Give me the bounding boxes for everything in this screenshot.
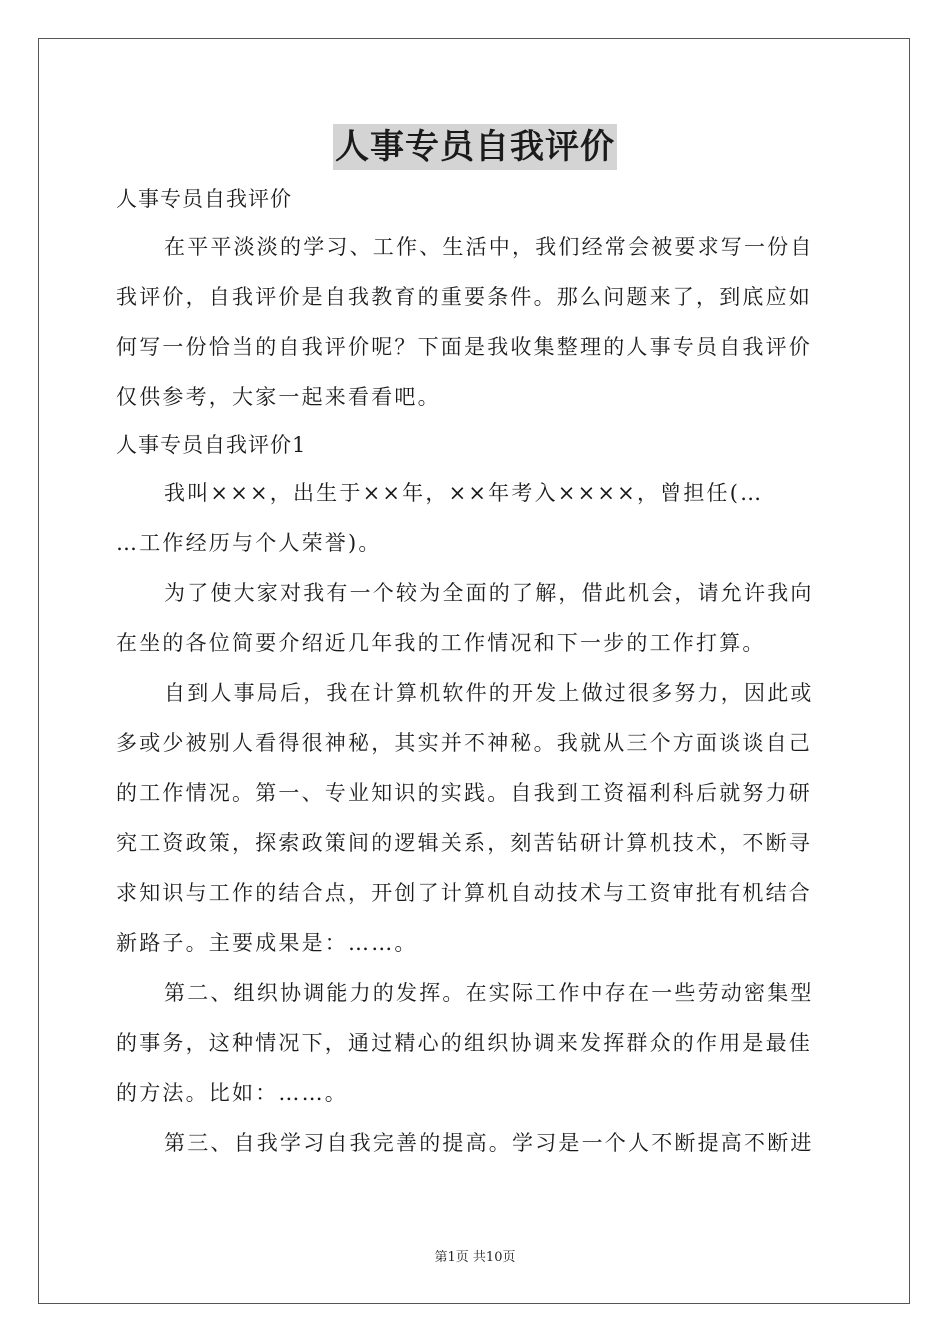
text-line: 我叫×××，出生于××年，××年考入××××，曾担任(… — [164, 481, 764, 505]
text-line: 为了使大家对我有一个较为全面的了解，借此机会，请允许我向 — [164, 581, 814, 605]
text-line: 在平平淡淡的学习、工作、生活中，我们经常会被要求写一份自 — [164, 235, 814, 259]
text-line: 第二、组织协调能力的发挥。在实际工作中存在一些劳动密集型 — [164, 981, 814, 1005]
text-line: 的工作情况。第一、专业知识的实践。自我到工资福利科后就努力研 — [116, 781, 812, 805]
text-line: 究工资政策，探索政策间的逻辑关系，刻苦钻研计算机技术，不断寻 — [116, 831, 812, 855]
text-line: 何写一份恰当的自我评价呢？下面是我收集整理的人事专员自我评价 — [116, 335, 812, 359]
text-line: 在坐的各位简要介绍近几年我的工作情况和下一步的工作打算。 — [116, 631, 766, 655]
text-line: 仅供参考，大家一起来看看吧。 — [116, 385, 441, 409]
text-line: 第三、自我学习自我完善的提高。学习是一个人不断提高不断进 — [164, 1131, 814, 1155]
title-container — [0, 124, 950, 170]
text-line: 我评价，自我评价是自我教育的重要条件。那么问题来了，到底应如 — [116, 285, 812, 309]
document-body — [116, 176, 836, 1168]
text-line: …工作经历与个人荣誉)。 — [116, 531, 382, 555]
section-heading: 人事专员自我评价1 — [116, 433, 307, 457]
text-line: 求知识与工作的结合点，开创了计算机自动技术与工资审批有机结合 — [116, 881, 812, 905]
text-line: 的事务，这种情况下，通过精心的组织协调来发挥群众的作用是最佳 — [116, 1031, 812, 1055]
section-heading: 人事专员自我评价 — [116, 187, 292, 211]
text-line: 多或少被别人看得很神秘，其实并不神秘。我就从三个方面谈谈自己 — [116, 731, 812, 755]
text-line: 自到人事局后，我在计算机软件的开发上做过很多努力，因此或 — [164, 681, 814, 705]
text-line: 新路子。主要成果是：……。 — [116, 931, 418, 955]
page-footer: 第1页 共10页 — [434, 1250, 516, 1265]
document-title: 人事专员自我评价 — [333, 124, 617, 170]
text-line: 的方法。比如：……。 — [116, 1081, 348, 1105]
